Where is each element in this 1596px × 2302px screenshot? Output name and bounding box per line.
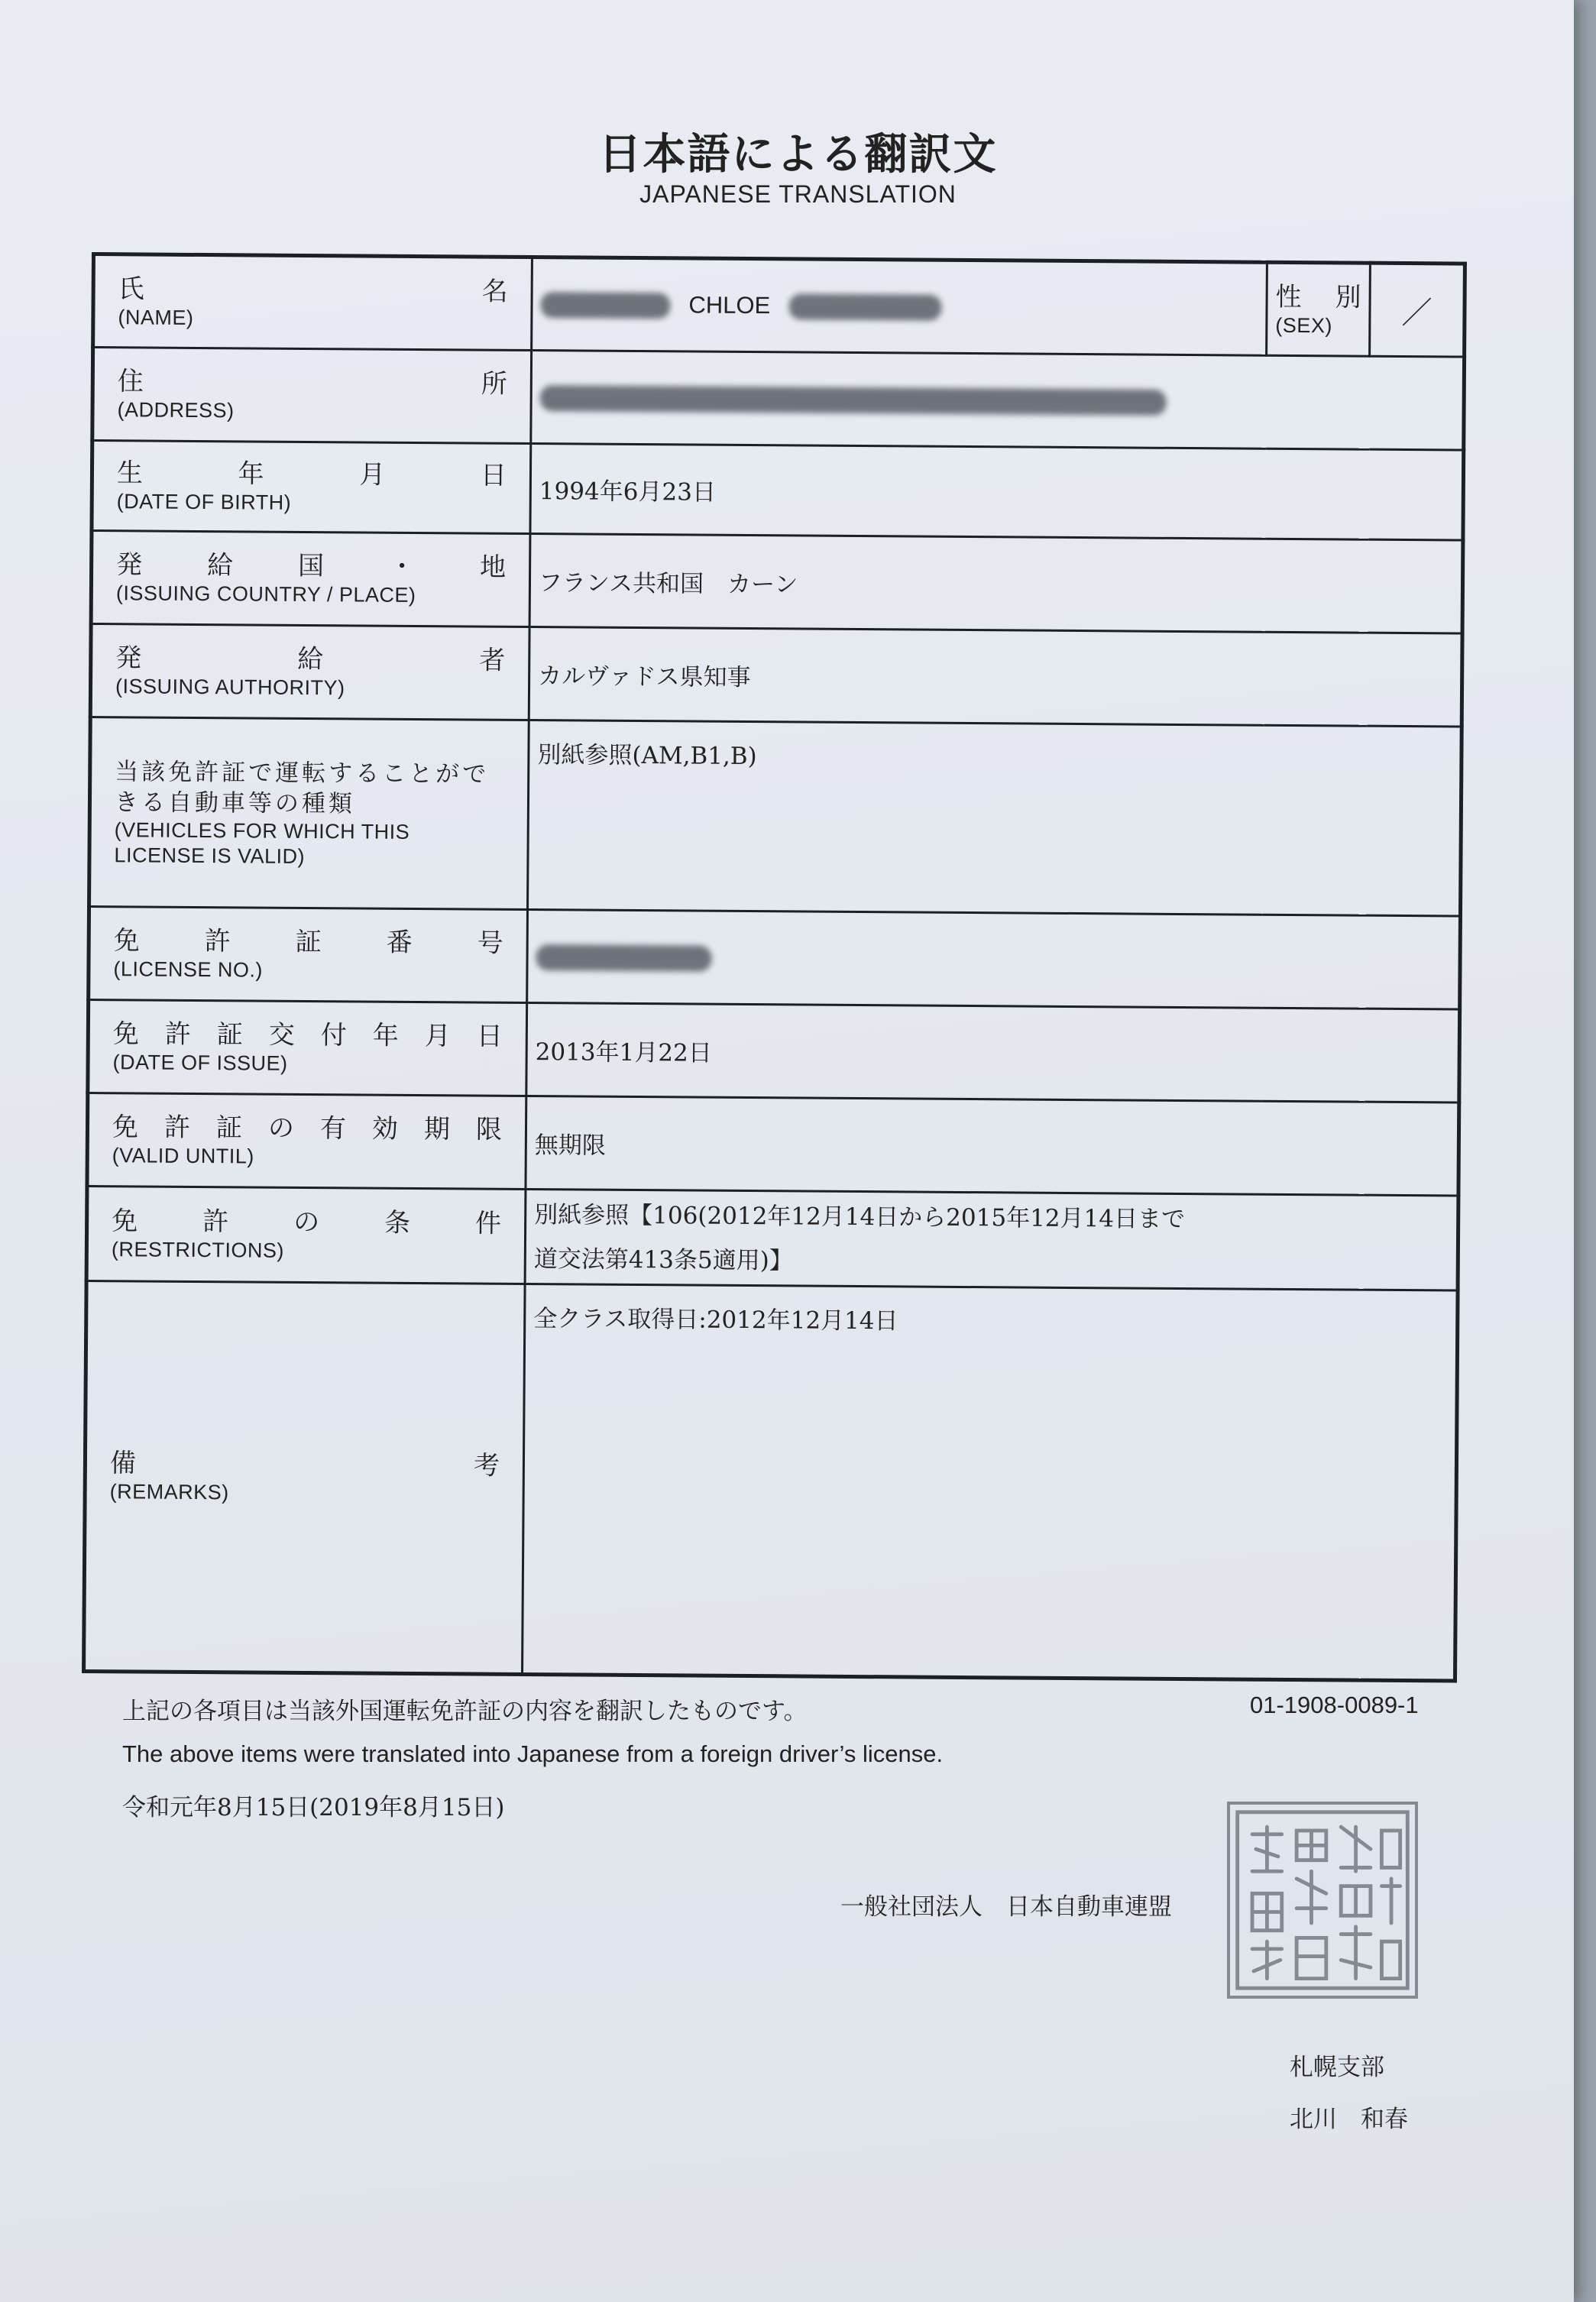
value-sex: ／ <box>1370 263 1465 357</box>
translation-table <box>82 252 1467 1683</box>
footer-reference-number: 01-1908-0089-1 <box>1250 1692 1419 1718</box>
label-restrictions-jp: 免 許 の 条 件 <box>112 1206 502 1239</box>
label-vehicles-jp: 当該免許証で運転することができる自動車等の種類 <box>114 757 490 818</box>
value-name-text: CHLOE <box>688 291 771 319</box>
value-restrictions-line1: 別紙参照【106(2012年12月14日から2015年12月14日まで <box>534 1200 1186 1233</box>
label-address-en: (ADDRESS) <box>117 398 235 423</box>
value-name <box>532 257 1267 356</box>
row-dob <box>92 441 1464 541</box>
document-subtitle: JAPANESE TRANSLATION <box>639 180 957 208</box>
label-authority-en: (ISSUING AUTHORITY) <box>115 675 345 700</box>
value-authority: カルヴァドス県知事 <box>529 627 1462 727</box>
value-vehicles: 別紙参照(AM,B1,B) <box>528 720 1462 917</box>
footer-date: 令和元年8月15日(2019年8月15日) <box>122 1794 505 1821</box>
label-address <box>92 348 532 444</box>
label-valid-until-jp: 免 許 証 の 有 効 期 限 <box>112 1112 503 1145</box>
official-seal <box>1227 1802 1418 1999</box>
label-name <box>93 254 533 351</box>
label-license-no-jp: 免 許 証 番 号 <box>113 925 503 959</box>
label-country-en: (ISSUING COUNTRY / PLACE) <box>115 581 416 607</box>
label-name-jp: 氏 名 <box>118 273 508 307</box>
row-address <box>92 348 1465 451</box>
value-restrictions-line2: 道交法第413条5適用)】 <box>533 1245 793 1274</box>
label-authority-jp: 発 給 者 <box>115 643 506 676</box>
value-issue-date: 2013年1月22日 <box>526 1003 1460 1103</box>
label-license-no <box>89 906 528 1002</box>
value-dob: 1994年6月23日 <box>530 444 1464 541</box>
label-dob-jp: 生 年 月 日 <box>116 458 507 491</box>
value-remarks: 全クラス取得日:2012年12月14日 <box>523 1284 1458 1681</box>
footer-statement-jp: 上記の各項目は当該外国運転免許証の内容を翻訳したものです。 <box>122 1698 808 1725</box>
label-remarks <box>84 1281 526 1674</box>
value-restrictions <box>525 1189 1458 1290</box>
label-valid-until <box>87 1093 526 1189</box>
label-vehicles <box>89 717 529 910</box>
row-valid-until <box>87 1093 1459 1196</box>
value-address <box>531 351 1465 451</box>
row-restrictions <box>86 1186 1458 1290</box>
label-remarks-en: (REMARKS) <box>109 1480 229 1504</box>
redaction-mark <box>540 292 670 319</box>
row-authority <box>90 624 1462 727</box>
row-vehicles <box>89 717 1462 917</box>
label-issue-date-jp: 免 許 証 交 付 年 月 日 <box>112 1018 503 1052</box>
footer-statement-en: The above items were translated into Japanese from a foreign driver’s license. <box>122 1740 944 1767</box>
label-issue-date <box>88 999 527 1096</box>
row-remarks <box>84 1281 1458 1681</box>
label-valid-until-en: (VALID UNTIL) <box>112 1144 254 1168</box>
value-valid-until: 無期限 <box>526 1096 1459 1196</box>
document-title: 日本語による翻訳文 <box>598 130 998 180</box>
label-country-jp: 発 給 国 ・ 地 <box>116 549 507 583</box>
value-country: フランス共和国 カーン <box>529 534 1463 634</box>
label-sex-en: (SEX) <box>1275 313 1332 337</box>
label-dob-en: (DATE OF BIRTH) <box>116 490 292 514</box>
footer-branch: 札幌支部 <box>1290 2054 1384 2081</box>
label-restrictions <box>86 1186 526 1284</box>
label-remarks-jp: 備 考 <box>109 1448 500 1481</box>
label-license-no-en: (LICENSE NO.) <box>113 957 264 982</box>
value-license-no <box>527 910 1461 1010</box>
footer-signatory: 北川 和春 <box>1290 2106 1408 2133</box>
seal-stamp-icon <box>1230 1805 1415 1996</box>
row-name <box>93 254 1465 358</box>
label-address-jp: 住 所 <box>117 366 507 400</box>
label-country <box>91 531 530 627</box>
label-issue-date-en: (DATE OF ISSUE) <box>112 1051 288 1075</box>
label-vehicles-en: (VEHICLES FOR WHICH THIS LICENSE IS VALID) <box>114 818 410 868</box>
row-license-no <box>89 906 1461 1009</box>
label-sex-jp: 性 別 <box>1275 281 1361 313</box>
row-issue-date <box>88 999 1460 1102</box>
row-country <box>91 531 1463 634</box>
footer-organization: 一般社団法人 日本自動車連盟 <box>840 1893 1172 1921</box>
label-sex <box>1267 262 1371 356</box>
redaction-mark <box>788 294 941 321</box>
label-dob <box>92 441 531 534</box>
redaction-mark <box>540 385 1167 416</box>
label-name-en: (NAME) <box>118 305 194 329</box>
redaction-mark <box>536 944 711 972</box>
label-authority <box>90 624 529 720</box>
label-restrictions-en: (RESTRICTIONS) <box>111 1238 284 1262</box>
